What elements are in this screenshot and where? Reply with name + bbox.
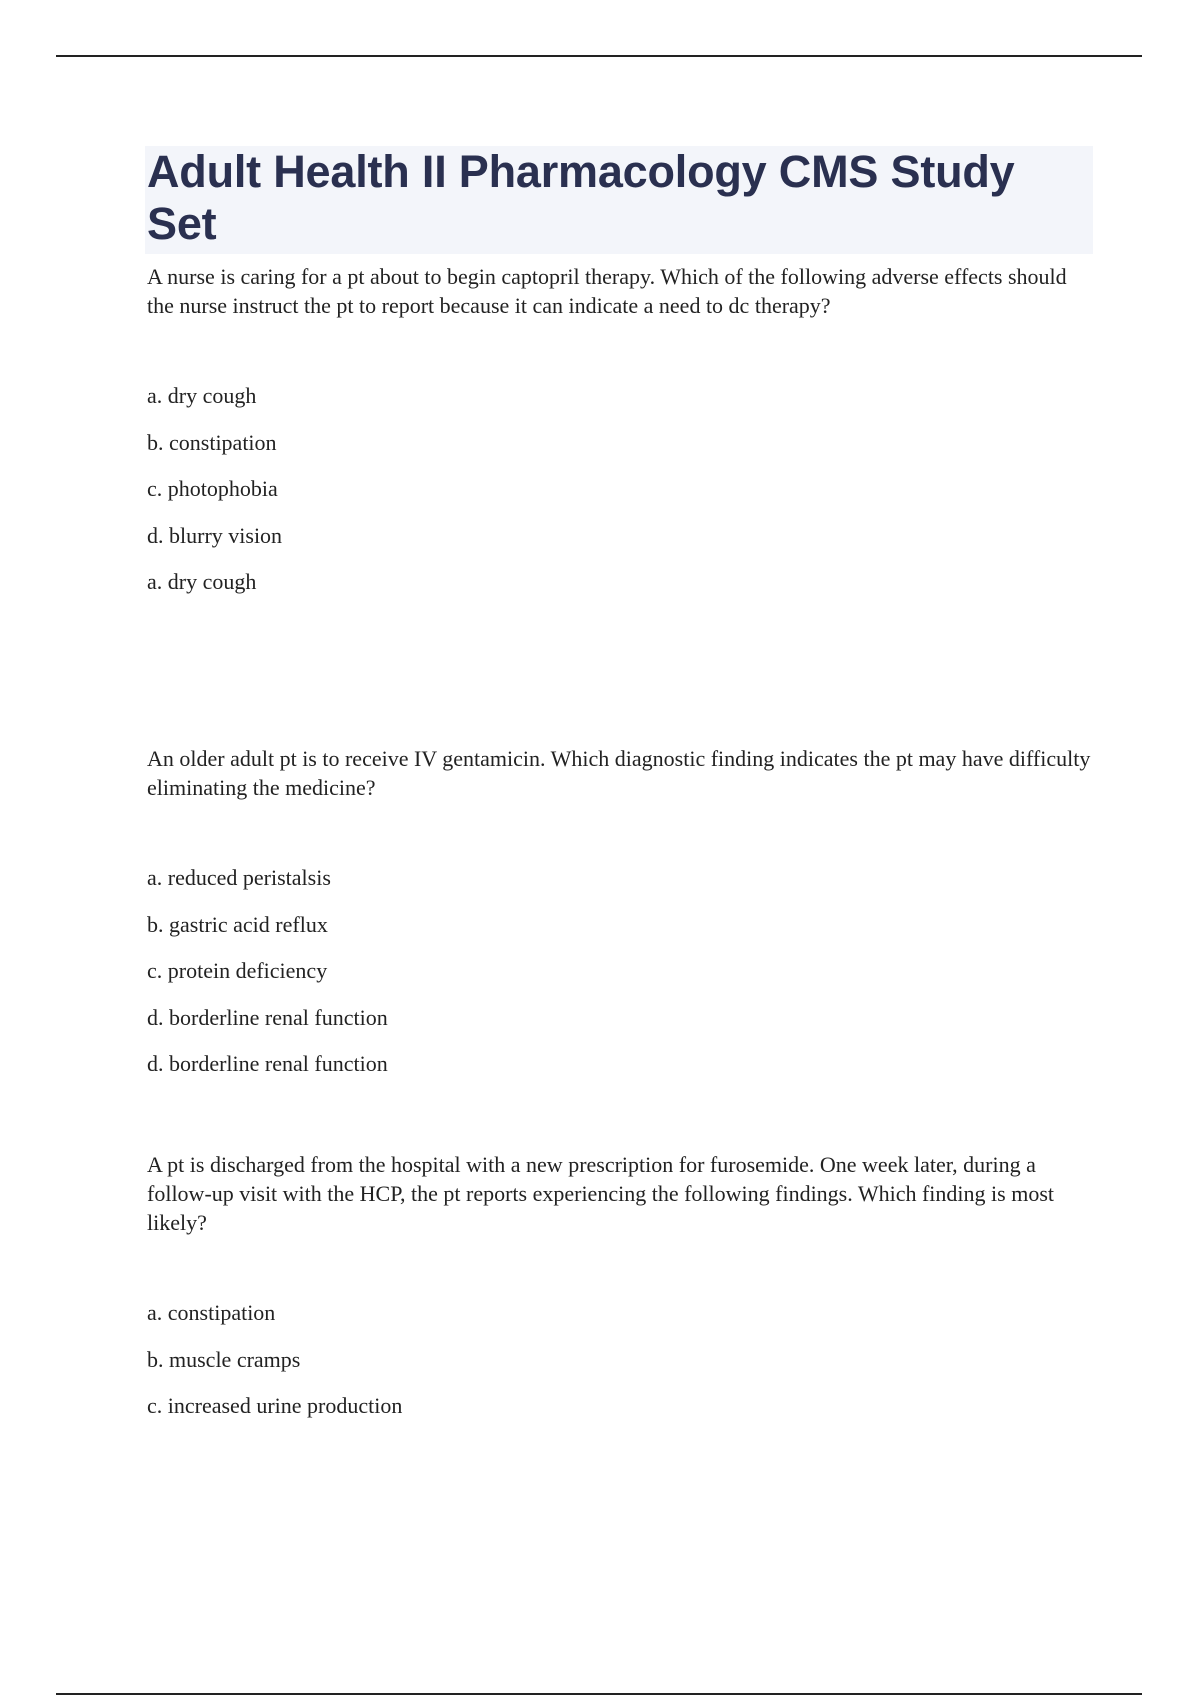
question-block — [145, 262, 1095, 596]
question-text: A pt is discharged from the hospital with a new prescription for furosemide. One week later, during a follow-up visit with the HCP, the pt reports experiencing the following findings. Which finding is most likely? — [147, 1152, 1054, 1235]
title-banner — [145, 146, 1093, 254]
question-text: An older adult pt is to receive IV gentamicin. Which diagnostic finding indicates the pt may have difficulty eliminating the medicine? — [147, 746, 1091, 800]
document-content — [145, 146, 1095, 1439]
option-item: d. blurry vision — [147, 522, 283, 548]
footer-rule — [56, 1693, 1142, 1695]
question-block — [145, 1150, 1095, 1439]
header-rule — [56, 55, 1142, 57]
option-item: b. constipation — [147, 429, 277, 455]
question-block — [145, 744, 1095, 1078]
option-list — [145, 864, 1095, 1050]
option-item: d. borderline renal function — [147, 1004, 388, 1030]
option-item: c. photophobia — [147, 476, 278, 501]
option-list — [145, 1299, 1095, 1439]
option-list — [145, 382, 1095, 568]
option-item: c. increased urine production — [147, 1393, 403, 1418]
document-title: Adult Health II Pharmacology CMS Study Set — [147, 146, 1015, 249]
option-item: a. constipation — [147, 1300, 276, 1325]
question-text: A nurse is caring for a pt about to begin captopril therapy. Which of the following adverse effects should the nurse instruct the pt to report because it can indicate a need to dc therapy? — [147, 264, 1067, 318]
option-item: c. protein deficiency — [147, 958, 328, 983]
option-item: b. gastric acid reflux — [147, 911, 328, 937]
option-item: b. muscle cramps — [147, 1346, 301, 1372]
answer-text: d. borderline renal function — [147, 1051, 388, 1076]
option-item: a. reduced peristalsis — [147, 865, 331, 890]
option-item: a. dry cough — [147, 383, 257, 408]
answer-text: a. dry cough — [147, 569, 257, 594]
